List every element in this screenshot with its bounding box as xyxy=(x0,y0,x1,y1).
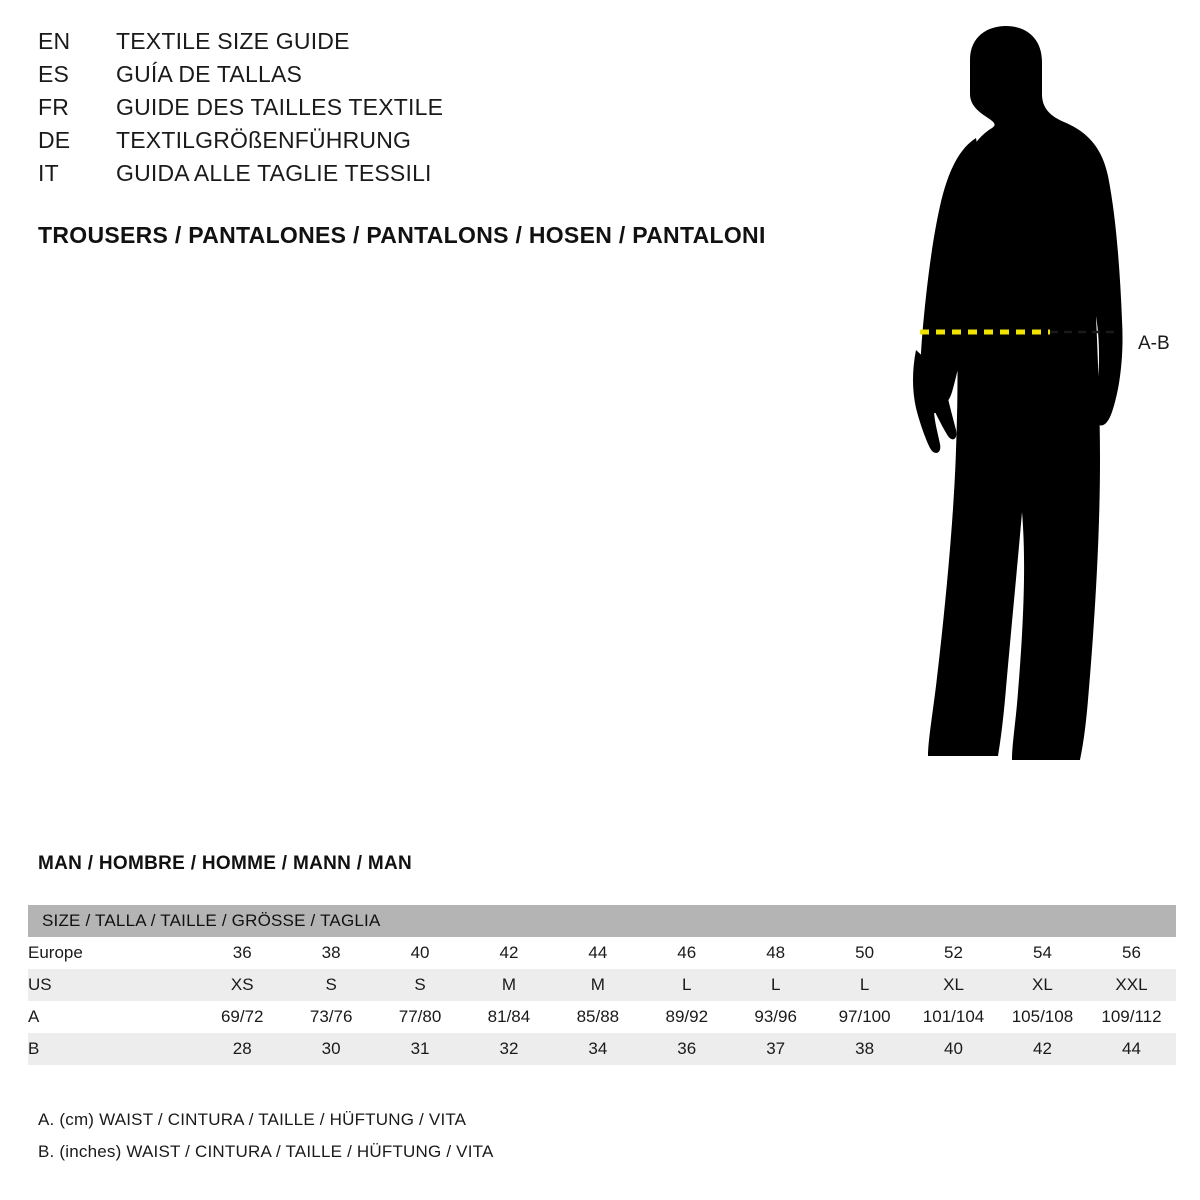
language-row xyxy=(38,127,798,160)
size-table xyxy=(28,905,1176,1065)
cell: 38 xyxy=(321,943,341,962)
cell: 30 xyxy=(321,1039,341,1058)
language-title: TEXTILE SIZE GUIDE xyxy=(116,28,350,54)
cell: 105/108 xyxy=(1011,1007,1074,1026)
cell: 28 xyxy=(232,1039,252,1058)
cell: 42 xyxy=(1032,1039,1052,1058)
table-row xyxy=(28,1033,1176,1065)
cell: XL xyxy=(1032,975,1053,994)
language-code: ES xyxy=(38,61,70,87)
table-row xyxy=(28,937,1176,969)
cell: 73/76 xyxy=(309,1007,353,1026)
cell: M xyxy=(501,975,517,994)
cell: 46 xyxy=(677,943,697,962)
cell: 109/112 xyxy=(1101,1007,1162,1026)
cell: 44 xyxy=(588,943,608,962)
row-label: Europe xyxy=(28,943,83,962)
cell: 93/96 xyxy=(754,1007,797,1026)
garment-type-label: TROUSERS / PANTALONES / PANTALONS / HOSEN / PANTALONI xyxy=(38,222,766,248)
cell: 36 xyxy=(232,943,252,962)
table-caption: MAN / HOMBRE / HOMME / MANN / MAN xyxy=(38,853,413,874)
language-row xyxy=(38,28,798,61)
language-title: GUIDE DES TAILLES TEXTILE xyxy=(116,94,444,120)
cell: 85/88 xyxy=(576,1007,620,1026)
table-row xyxy=(28,969,1176,1001)
cell: 77/80 xyxy=(398,1007,442,1026)
table-header-row xyxy=(28,905,1176,937)
table-header-label: SIZE / TALLA / TAILLE / GRÖSSE / TAGLIA xyxy=(42,911,381,930)
cell: M xyxy=(590,975,605,994)
language-title: TEXTILGRÖßENFÜHRUNG xyxy=(116,127,412,153)
cell: 81/84 xyxy=(487,1007,531,1026)
cell: 34 xyxy=(588,1039,608,1058)
table-row xyxy=(28,1001,1176,1033)
cell: 54 xyxy=(1032,943,1052,962)
male-silhouette-svg xyxy=(820,20,1200,810)
language-code: EN xyxy=(38,28,71,54)
language-row xyxy=(38,160,798,193)
cell: 38 xyxy=(855,1039,875,1058)
cell: 32 xyxy=(499,1039,519,1058)
silhouette-shape xyxy=(913,26,1123,760)
cell: 69/72 xyxy=(220,1007,264,1026)
footnote-a: A. (cm) WAIST / CINTURA / TAILLE / HÜFTUNG / VITA xyxy=(38,1110,467,1129)
cell: S xyxy=(325,975,337,994)
cell: 40 xyxy=(944,1039,963,1058)
cell: 48 xyxy=(766,943,786,962)
cell: 52 xyxy=(944,943,963,962)
row-label: B xyxy=(28,1039,40,1058)
cell: 44 xyxy=(1122,1039,1141,1058)
language-row xyxy=(38,94,798,127)
cell: 89/92 xyxy=(665,1007,709,1026)
footnotes xyxy=(38,1110,494,1174)
language-title: GUÍA DE TALLAS xyxy=(116,61,303,87)
language-title: GUIDA ALLE TAGLIE TESSILI xyxy=(116,160,432,186)
cell: XL xyxy=(943,975,964,994)
figure-illustration xyxy=(820,20,1200,810)
row-label: A xyxy=(28,1007,40,1026)
language-row xyxy=(38,61,798,94)
cell: S xyxy=(414,975,426,994)
cell: XS xyxy=(230,975,254,994)
cell: 40 xyxy=(410,943,430,962)
row-label: US xyxy=(28,975,52,994)
measurement-label: A-B xyxy=(1138,333,1170,354)
cell: 97/100 xyxy=(838,1007,891,1026)
cell: 31 xyxy=(410,1039,430,1058)
cell: 42 xyxy=(499,943,519,962)
language-code: FR xyxy=(38,94,70,120)
cell: L xyxy=(859,975,870,994)
language-code: DE xyxy=(38,127,71,153)
cell: 37 xyxy=(766,1039,786,1058)
footnote-b: B. (inches) WAIST / CINTURA / TAILLE / HÜFTUNG / VITA xyxy=(38,1142,494,1161)
language-title-block xyxy=(38,28,798,193)
cell: 56 xyxy=(1122,943,1141,962)
cell: 36 xyxy=(677,1039,697,1058)
cell: 101/104 xyxy=(922,1007,985,1026)
cell: L xyxy=(682,975,692,994)
language-code: IT xyxy=(38,160,59,186)
cell: 50 xyxy=(855,943,875,962)
cell: L xyxy=(770,975,781,994)
cell: XXL xyxy=(1115,975,1148,994)
